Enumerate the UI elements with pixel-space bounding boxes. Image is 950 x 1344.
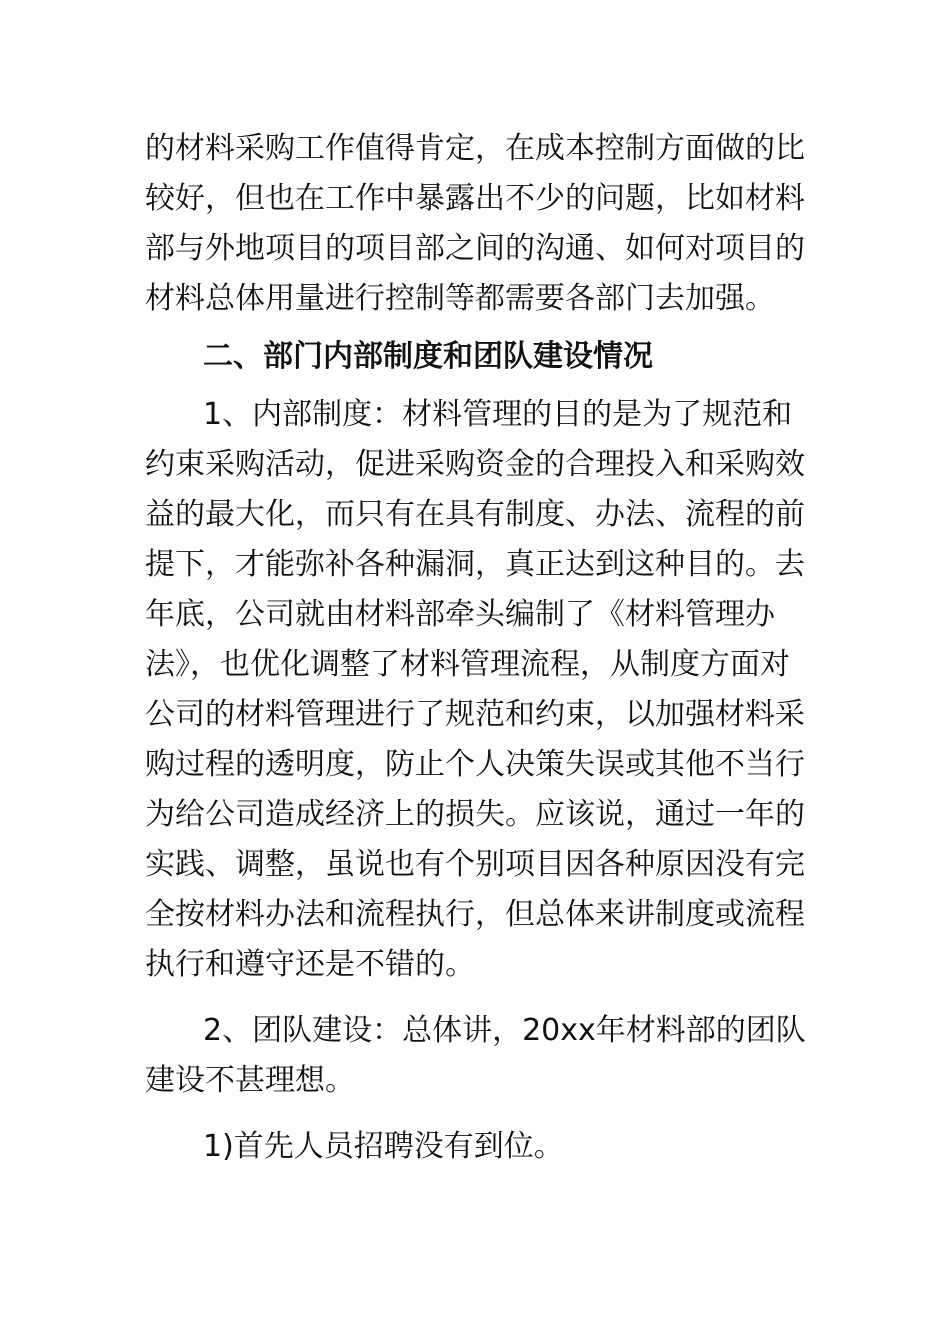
body-paragraph: 1)首先人员招聘没有到位。 xyxy=(203,1129,564,1164)
body-paragraph: 1、内部制度：材料管理的目的是为了规范和约束采购活动，促进采购资金的合理投入和采购效益的最大化，而只有在具有制度、办法、流程的前提下，才能弥补各种漏洞，真正达到这种目的。去年底，公司就由材料部牵头编制了《材料管理办法》，也优化调整了材料管理流程，从制度方面对公司的材料管理进行了规范和约束，以加强材料采购过程的透明度，防止个人决策失误或其他不当行为给公司造成经济上的损失。应该说，通过一年的实践、调整，虽说也有个别项目因各种原因没有完全按材料办法和流程执行，但总体来讲制度或流程执行和遵守还是不错的。 xyxy=(145,397,805,982)
body-paragraph: 的材料采购工作值得肯定，在成本控制方面做的比较好，但也在工作中暴露出不少的问题，比如材料部与外地项目的项目部之间的沟通、如何对项目的材料总体用量进行控制等都需要各部门去加强。 xyxy=(145,131,805,316)
section-heading: 二、部门内部制度和团队建设情况 xyxy=(203,339,653,374)
body-paragraph: 2、团队建设：总体讲，20xx年材料部的团队建设不甚理想。 xyxy=(145,1013,806,1098)
document-body xyxy=(145,124,817,1172)
